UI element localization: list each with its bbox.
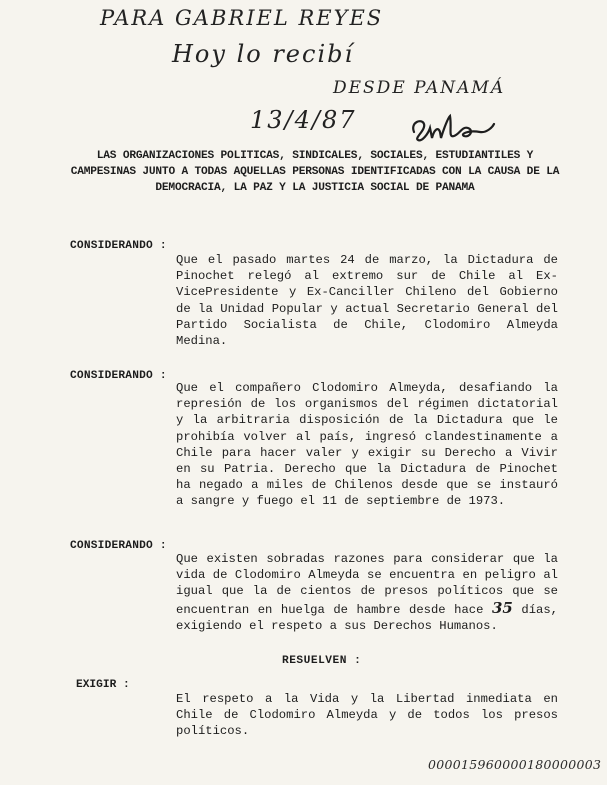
handwritten-signature bbox=[408, 108, 498, 146]
paragraph-relegation: Que el pasado martes 24 de marzo, la Dictadura de Pinochet relegó al extremo sur de Chile al Ex-VicePresidente y Ex-Canciller Chileno del Gobierno de la Unidad Popular y actual Secretario General del Partido Socialista de Chile, Clodomiro Almeyda Medina. bbox=[176, 253, 558, 349]
document-heading: LAS ORGANIZACIONES POLITICAS, SINDICALES, SOCIALES, ESTUDIANTILES Y CAMPESINAS JUNTO A TODAS AQUELLAS PERSONAS IDENTIFICADAS CON LA CAUSA DE LA DEMOCRACIA, LA PAZ Y LA JUSTICIA SOCIAL DE PANAMA bbox=[70, 150, 560, 194]
considerando-label-2: CONSIDERANDO : bbox=[70, 370, 167, 382]
considerando-label-1: CONSIDERANDO : bbox=[70, 240, 167, 252]
document-identifier: 000015960000180000003 bbox=[428, 757, 602, 772]
handwritten-received-note: Hoy lo recibí bbox=[172, 40, 355, 68]
handwritten-days-count: 35 bbox=[491, 598, 513, 617]
paragraph-hunger-strike bbox=[176, 551, 558, 634]
hunger-strike-text-end: días, exigiendo el respeto a sus Derechos Humanos. bbox=[176, 602, 558, 633]
hunger-strike-text-start: Que existen sobradas razones para considerar que la vida de Clodomiro Almeyda se encuentra en peligro al igual que la de cientos de presos políticos que se encuentran en huelga de hambre desde hace bbox=[176, 552, 558, 617]
handwritten-addressee: PARA GABRIEL REYES bbox=[100, 6, 384, 30]
handwritten-date: 13/4/87 bbox=[250, 106, 357, 134]
paragraph-demand: El respeto a la Vida y la Libertad inmediata en Chile de Clodomiro Almeyda y de todos los presos políticos. bbox=[176, 692, 558, 739]
paragraph-return-to-chile: Que el compañero Clodomiro Almeyda, desafiando la represión de los organismos del régimen dictatorial y la arbitraria disposición de la Dictadura que le prohibía volver al país, ingresó clandestinamente a Chile para hacer valer y exigir su Derecho a Vivir en su Patria. Derecho que la Dictadura de Pinochet ha negado a miles de Chilenos desde que se instauró a sangre y fuego el 11 de septiembre de 1973. bbox=[176, 381, 558, 509]
resuelven-heading: RESUELVEN : bbox=[282, 655, 362, 667]
exigir-label: EXIGIR : bbox=[76, 679, 130, 691]
considerando-label-3: CONSIDERANDO : bbox=[70, 540, 167, 552]
handwritten-origin-note: DESDE PANAMÁ bbox=[333, 78, 506, 98]
